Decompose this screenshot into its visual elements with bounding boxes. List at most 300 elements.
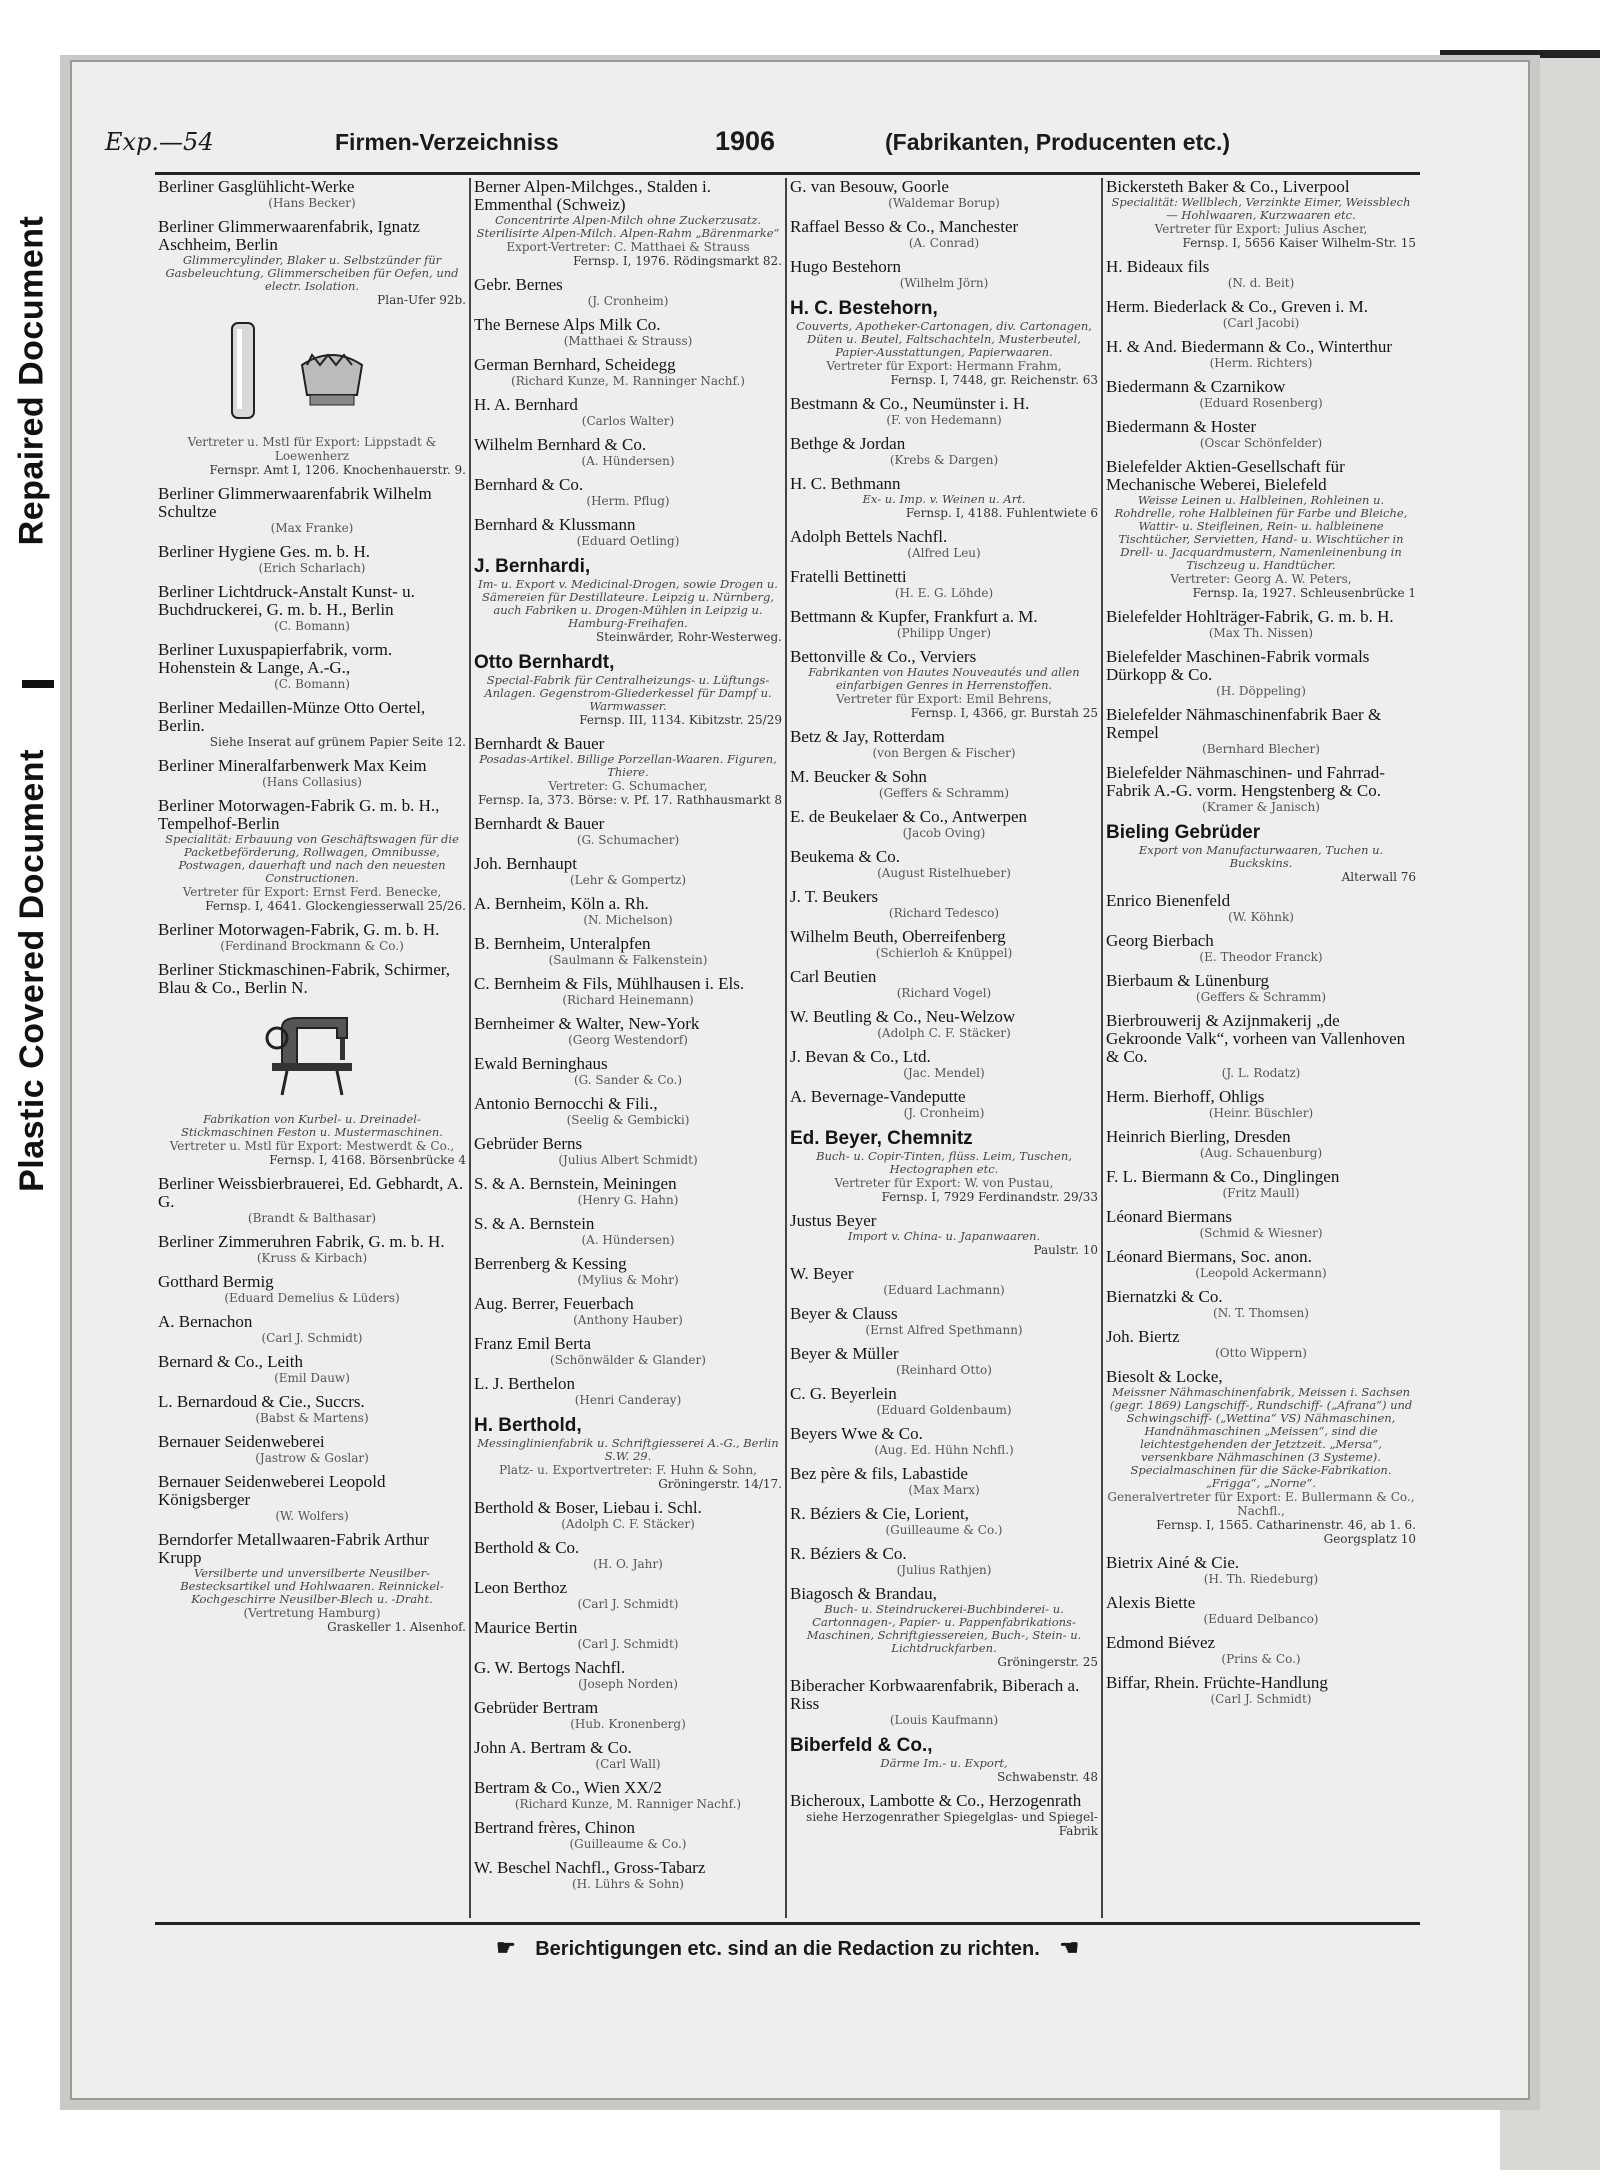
firm-agent: Vertreter u. Mstl für Export: Lippstadt & Loewenherz [187,435,437,463]
firm-address: Fernsp. I, 4168. Börsenbrücke 4 [269,1153,466,1167]
column-4 [1103,178,1419,1918]
firm-agent: (Fritz Maull) [1222,1186,1300,1200]
directory-entry [158,1353,466,1385]
firm-address: Fernsp. I, 4366, gr. Burstah 25 [910,706,1098,720]
firm-description: Fabrikation von Kurbel- u. Dreinadel-Stickmaschinen Feston u. Mustermaschinen. [181,1112,443,1139]
firm-name: Herm. Biederlack & Co., Greven i. M. [1106,297,1369,316]
firm-name: H. C. Bestehorn, [790,298,938,319]
firm-address: Steinwärder, Rohr-Westerweg. [596,630,782,644]
firm-name: Bernheimer & Walter, New-York [474,1014,700,1033]
firm-agent: (W. Köhnk) [1228,910,1294,924]
firm-name: Berthold & Boser, Liebau i. Schl. [474,1498,702,1517]
directory-entry [1106,178,1416,250]
firm-name: Bernhardt & Bauer [474,734,605,753]
firm-agent: Generalvertreter für Export: E. Bullermann & Co., Nachfl., [1107,1490,1415,1518]
firm-description: Special-Fabrik für Centralheizungs- u. Lüftungs-Anlagen. Gegenstrom-Gliederkessel für Dampf u. Warmwasser. [484,673,772,713]
firm-agent: (Saulmann & Falkenstein) [548,953,708,967]
directory-entry [474,276,782,308]
directory-entry [474,476,782,508]
directory-entry [474,1375,782,1407]
firm-address: Schwabenstr. 48 [997,1770,1098,1784]
firm-name: Bielefelder Nähmaschinenfabrik Baer & Rempel [1106,705,1382,742]
firm-agent: Vertreter für Export: Hermann Frahm, [826,359,1062,373]
firm-description: Specialität: Erbauung von Geschäftswagen für die Packetbeförderung, Rollwagen, Omnibusse, Postwagen, dauerhaft und nach den neuesten Constructionen. [165,832,459,885]
firm-name: Berliner Motorwagen-Fabrik, G. m. b. H. [158,920,440,939]
firm-agent: Vertreter für Export: W. von Pustau, [834,1176,1054,1190]
firm-name: S. & A. Bernstein [474,1214,595,1233]
firm-name: F. L. Biermann & Co., Dinglingen [1106,1167,1340,1186]
firm-name: J. Bernhardi, [474,556,591,577]
directory-entry [1106,822,1416,884]
firm-name: B. Bernheim, Unteralpfen [474,934,651,953]
firm-agent: (Geffers & Schramm) [878,786,1010,800]
firm-address: Fernsp. Ia, 373. Börse: v. Pf. 17. Rathhausmarkt 8 [478,793,782,807]
plastic-covered-tab: Plastic Covered Document [12,748,51,1192]
firm-agent: (Lehr & Gompertz) [569,873,687,887]
firm-agent: Vertreter: G. Schumacher, [548,779,708,793]
firm-agent: (Eduard Delbanco) [1203,1612,1319,1626]
firm-name: Berliner Motorwagen-Fabrik G. m. b. H., Tempelhof-Berlin [158,796,440,833]
firm-agent: Vertreter für Export: Emil Behrens, [836,692,1052,706]
firm-name: Biedermann & Czarnikow [1106,377,1286,396]
firm-agent: (Matthaei & Strauss) [563,334,693,348]
page-subtitle: (Fabrikanten, Producenten etc.) [885,129,1231,155]
directory-entry [158,315,466,477]
directory-entry [474,1255,782,1287]
pointing-hand-right-icon: ☛ [495,1935,516,1960]
firm-name: Bestmann & Co., Neumünster i. H. [790,394,1030,413]
firm-name: H. & And. Biedermann & Co., Winterthur [1106,337,1393,356]
header-rule [155,172,1420,175]
firm-agent: (Prins & Co.) [1221,1652,1301,1666]
directory-entry [1106,972,1416,1004]
firm-address: Fernsp. III, 1134. Kibitzstr. 25/29 [579,713,782,727]
firm-name: Herm. Bierhoff, Ohligs [1106,1087,1265,1106]
firm-agent: (Hub. Kronenberg) [570,1717,686,1731]
firm-name: Bettonville & Co., Verviers [790,647,977,666]
lamp-cylinder-illustration [158,315,466,429]
firm-agent: (Georg Westendorf) [568,1033,688,1047]
firm-description: Weisse Leinen u. Halbleinen, Rohleinen u. Rohdrelle, rohe Halbleinen für Farbe und Bleiche, Wattir- u. Steifleinen, Rein- u. halbleinene Tischtücher, Servietten, Hand- u. Wischtücher in Drell- u. Jacquardmustern, Namenleinenbung in Tischzeug u. Handtücher. [1114,493,1408,572]
firm-name: Berliner Weissbierbrauerei, Ed. Gebhardt, A. G. [158,1174,464,1211]
repaired-document-tab: Repaired Document [12,215,51,545]
firm-name: Biesolt & Locke, [1106,1367,1223,1386]
directory-entry [474,975,782,1007]
firm-name: S. & A. Bernstein, Meiningen [474,1174,677,1193]
firm-name: H. A. Bernhard [474,395,578,414]
firm-agent: (August Ristelhueber) [877,866,1011,880]
firm-agent: (Reinhard Otto) [896,1363,992,1377]
firm-agent: (Guilleaume & Co.) [569,1837,687,1851]
firm-agent: (H. O. Jahr) [593,1557,663,1571]
firm-agent: (Erich Scharlach) [258,561,366,575]
firm-name: Georg Bierbach [1106,931,1214,950]
firm-agent: (Richard Heinemann) [562,993,694,1007]
firm-agent: (W. Wolfers) [275,1509,349,1523]
column-2 [471,178,787,1918]
directory-entry [790,648,1098,720]
firm-agent: (Hans Becker) [268,196,356,210]
directory-entry [474,855,782,887]
firm-name: E. de Beukelaer & Co., Antwerpen [790,807,1027,826]
directory-entry [158,641,466,691]
firm-name: Bernhardt & Bauer [474,814,605,833]
firm-agent: (Brandt & Balthasar) [247,1211,377,1225]
firm-name: L. J. Berthelon [474,1374,576,1393]
firm-agent: (Richard Vogel) [896,986,992,1000]
firm-name: Bertram & Co., Wien XX/2 [474,1778,662,1797]
directory-entry [790,1425,1098,1457]
firm-address: Fernsp. I, 4641. Glockengiesserwall 25/26. [205,899,466,913]
firm-agent: (Herm. Richters) [1209,356,1313,370]
directory-entry [790,768,1098,800]
firm-name: Bielefelder Aktien-Gesellschaft für Mechanische Weberei, Bielefeld [1106,457,1345,494]
firm-name: Bicheroux, Lambotte & Co., Herzogenrath [790,1791,1082,1810]
directory-entry [1106,298,1416,330]
directory-entry [474,1859,782,1891]
directory-entry [158,699,466,749]
firm-agent: (Mylius & Mohr) [577,1273,679,1287]
firm-agent: (Philipp Unger) [896,626,992,640]
firm-agent: (Schmid & Wiesner) [1199,1226,1323,1240]
firm-agent: (Herm. Pflug) [586,494,670,508]
firm-agent: (Carl J. Schmidt) [577,1597,679,1611]
firm-name: Berliner Glimmerwaarenfabrik, Ignatz Aschheim, Berlin [158,217,420,254]
firm-name: Biffar, Rhein. Früchte-Handlung [1106,1673,1328,1692]
firm-agent: (F. von Hedemann) [886,413,1002,427]
firm-agent: (Adolph C. F. Stäcker) [877,1026,1011,1040]
firm-agent: (N. Michelson) [583,913,673,927]
firm-name: Bernhard & Klussmann [474,515,636,534]
directory-entry [474,895,782,927]
firm-agent: (Aug. Ed. Hühn Nchfl.) [874,1443,1014,1457]
directory-entry [790,1585,1098,1669]
directory-entry [790,728,1098,760]
firm-description: Posadas-Artikel. Billige Porzellan-Waaren. Figuren, Thiere. [479,752,777,779]
directory-entry [1106,1594,1416,1626]
firm-name: Bielefelder Hohlträger-Fabrik, G. m. b. H. [1106,607,1394,626]
firm-name: Berndorfer Metallwaaren-Fabrik Arthur Krupp [158,1530,429,1567]
directory-entry [790,258,1098,290]
firm-name: Antonio Bernocchi & Fili., [474,1094,658,1113]
directory-entry [474,652,782,727]
directory-entry [1106,1168,1416,1200]
firm-agent: Platz- u. Exportvertreter: F. Huhn & Sohn, [499,1463,757,1477]
directory-entry [474,556,782,644]
directory-columns [155,178,1420,1918]
directory-entry [790,1465,1098,1497]
firm-address: siehe Herzogenrather Spiegelglas- und Spiegel-Fabrik [806,1810,1098,1838]
directory-entry [474,1699,782,1731]
directory-entry [790,888,1098,920]
directory-entry [790,218,1098,250]
side-tab-strip [0,70,62,1930]
directory-entry [474,1779,782,1811]
directory-entry [790,178,1098,210]
firm-name: Justus Beyer [790,1211,877,1230]
firm-description: Specialität: Wellblech, Verzinkte Eimer, Weissblech — Hohlwaaren, Kurzwaaren etc. [1111,195,1411,222]
directory-entry [158,1393,466,1425]
firm-name: Berliner Gasglühlicht-Werke [158,178,355,196]
directory-entry [474,735,782,807]
firm-agent: (N. d. Beit) [1227,276,1295,290]
firm-name: Berliner Luxuspapierfabrik, vorm. Hohenstein & Lange, A.-G., [158,640,393,677]
firm-name: G. van Besouw, Goorle [790,178,949,196]
directory-entry [474,1175,782,1207]
directory-entry [1106,378,1416,410]
directory-entry [1106,764,1416,814]
firm-agent: (Carl Jacobi) [1222,316,1300,330]
firm-name: Bernauer Seidenweberei [158,1432,325,1451]
footer-rule [155,1922,1420,1925]
firm-agent: (Otto Wippern) [1215,1346,1307,1360]
firm-name: The Bernese Alps Milk Co. [474,315,661,334]
firm-name: Beukema & Co. [790,847,901,866]
firm-address: Paulstr. 10 [1033,1243,1098,1257]
firm-name: G. W. Bertogs Nachfl. [474,1658,626,1677]
directory-entry [1106,1674,1416,1706]
directory-entry [474,935,782,967]
firm-name: W. Beyer [790,1264,854,1283]
firm-agent: (Eduard Rosenberg) [1199,396,1323,410]
directory-entry [790,1505,1098,1537]
firm-description: Import v. China- u. Japanwaaren. [847,1229,1041,1243]
firm-agent: Vertreter für Export: Julius Ascher, [1154,222,1368,236]
firm-agent: (Vertretung Hamburg) [243,1606,381,1620]
firm-name: Berliner Mineralfarbenwerk Max Keim [158,756,427,775]
page-header [105,126,1425,166]
directory-entry [790,1545,1098,1577]
firm-agent: (Schönwälder & Glander) [550,1353,706,1367]
directory-entry [790,968,1098,1000]
firm-agent: (Ferdinand Brockmann & Co.) [220,939,404,953]
directory-entry [158,218,466,307]
directory-entry [474,1295,782,1327]
tab-separator [22,680,54,688]
firm-name: Biagosch & Brandau, [790,1584,937,1603]
directory-entry [158,1233,466,1265]
firm-agent: (C. Bomann) [274,677,350,691]
directory-entry [1106,1088,1416,1120]
firm-agent: (J. Cronheim) [903,1106,985,1120]
firm-agent: (A. Hündersen) [581,1233,675,1247]
directory-entry [1106,1208,1416,1240]
firm-name: Bieling Gebrüder [1106,822,1261,843]
firm-description: Buch- u. Steindruckerei-Buchbinderei- u. Cartonnagen-, Papier- u. Pappenfabrikations-Maschinen, Schriftgiessereien, Buch-, Stein- u. Lichtdruckfarben. [806,1602,1082,1655]
firm-agent: (Oscar Schönfelder) [1199,436,1323,450]
firm-agent: (Ernst Alfred Spethmann) [865,1323,1023,1337]
firm-name: Edmond Biévez [1106,1633,1216,1652]
firm-name: Gebr. Bernes [474,275,563,294]
directory-entry [790,1792,1098,1838]
column-1 [155,178,471,1918]
firm-agent: (Jac. Mendel) [903,1066,985,1080]
firm-address: Alterwall 76 [1341,870,1416,884]
page-year: 1906 [715,126,776,156]
directory-entry [1106,1328,1416,1360]
firm-name: H. Bideaux fils [1106,257,1210,276]
firm-agent: (Joseph Norden) [578,1677,678,1691]
firm-name: Léonard Biermans, Soc. anon. [1106,1247,1312,1266]
directory-entry [1106,458,1416,600]
firm-name: Bernauer Seidenweberei Leopold Königsberger [158,1472,386,1509]
firm-agent: (Emil Dauw) [274,1371,350,1385]
firm-address: Fernsp. I, 7929 Ferdinandstr. 29/33 [881,1190,1098,1204]
firm-name: John A. Bertram & Co. [474,1738,632,1757]
directory-entry [790,568,1098,600]
sewing-machine-illustration [158,1003,466,1107]
firm-description: Export von Manufacturwaaren, Tuchen u. Buckskins. [1138,843,1384,870]
directory-entry [158,1531,466,1634]
firm-name: Bietrix Ainé & Cie. [1106,1553,1240,1572]
firm-name: German Bernhard, Scheidegg [474,355,676,374]
firm-agent: Vertreter: Georg A. W. Peters, [1170,572,1352,586]
firm-name: L. Bernardoud & Cie., Succrs. [158,1392,365,1411]
firm-name: Beyer & Müller [790,1344,899,1363]
firm-name: Bettmann & Kupfer, Frankfurt a. M. [790,607,1038,626]
firm-name: A. Bernheim, Köln a. Rh. [474,894,649,913]
firm-description: Im- u. Export v. Medicinal-Drogen, sowie Drogen u. Sämereien für Destillateure. Leipzig u. Nürnberg, auch Fabriken u. Drogen-Mühlen in Leipzig u. Hamburg-Freihafen. [478,577,778,630]
directory-entry [474,178,782,268]
firm-agent: (Seelig & Gembicki) [566,1113,690,1127]
firm-agent: (G. Sander & Co.) [573,1073,683,1087]
firm-name: C. G. Beyerlein [790,1384,897,1403]
directory-entry [158,485,466,535]
firm-agent: (Schierloh & Knüppel) [875,946,1013,960]
firm-description: Couverts, Apotheker-Cartonagen, div. Cartonagen, Düten u. Beutel, Faltschachteln, Musterbeutel, Papier-Ausstattungen, Papierwaaren. [796,319,1092,359]
firm-address: Fernsp. I, 1976. Rödingsmarkt 82. [573,254,782,268]
firm-name: Bickersteth Baker & Co., Liverpool [1106,178,1350,196]
directory-entry [790,1048,1098,1080]
firm-agent: (Louis Kaufmann) [889,1713,999,1727]
directory-entry [1106,892,1416,924]
firm-agent: (Krebs & Dargen) [889,453,999,467]
firm-agent: (Eduard Oetling) [576,534,680,548]
directory-entry [1106,1634,1416,1666]
directory-entry [158,1313,466,1345]
firm-name: Otto Bernhardt, [474,652,615,673]
firm-name: Berner Alpen-Milchges., Stalden i. Emmenthal (Schweiz) [474,178,712,214]
directory-entry [790,608,1098,640]
firm-name: Joh. Biertz [1106,1327,1180,1346]
firm-name: Berliner Stickmaschinen-Fabrik, Schirmer, Blau & Co., Berlin N. [158,960,451,997]
page-title: Firmen-Verzeichniss [335,129,559,155]
directory-entry [790,1345,1098,1377]
firm-agent: (Bernhard Blecher) [1202,742,1320,756]
directory-entry [790,808,1098,840]
firm-address: Fernsp. I, 5656 Kaiser Wilhelm-Str. 15 [1182,236,1416,250]
firm-agent: (Julius Albert Schmidt) [558,1153,698,1167]
directory-entry [158,1473,466,1523]
firm-name: M. Beucker & Sohn [790,767,927,786]
directory-entry [1106,1012,1416,1080]
firm-name: Bernhard & Co. [474,475,584,494]
firm-name: Biberfeld & Co., [790,1735,933,1756]
directory-entry [1106,1288,1416,1320]
firm-description: Glimmercylinder, Blaker u. Selbstzünder für Gasbeleuchtung, Glimmerscheiben für Oefen, und electr. Isolation. [165,253,459,293]
firm-agent: (H. Döppeling) [1216,684,1306,698]
directory-entry [790,928,1098,960]
directory-entry [790,1305,1098,1337]
directory-entry [1106,1128,1416,1160]
firm-name: H. Berthold, [474,1415,582,1436]
directory-entry [790,528,1098,560]
directory-entry [474,1135,782,1167]
firm-address: Fernsp. I, 1565. Catharinenstr. 46, ab 1. 6. Georgsplatz 10 [1156,1518,1416,1546]
firm-name: H. C. Bethmann [790,474,901,493]
directory-entry [1106,608,1416,640]
firm-agent: (Leopold Ackermann) [1195,1266,1327,1280]
directory-entry [474,1055,782,1087]
firm-name: Gebrüder Bertram [474,1698,599,1717]
firm-name: Biedermann & Hoster [1106,417,1257,436]
firm-address: Siehe Inserat auf grünem Papier Seite 12. [209,735,466,749]
firm-name: Bierbaum & Lünenburg [1106,971,1270,990]
firm-address: Fernsp. Ia, 1927. Schleusenbrücke 1 [1192,586,1416,600]
firm-agent: (Carl J. Schmidt) [577,1637,679,1651]
firm-name: Bielefelder Nähmaschinen- und Fahrrad-Fabrik A.-G. vorm. Hengstenberg & Co. [1106,763,1385,800]
firm-agent: (Henri Canderay) [574,1393,682,1407]
firm-description: Messinglinienfabrik u. Schriftgiesserei A.-G., Berlin S.W. 29. [477,1436,779,1463]
firm-name: Léonard Biermans [1106,1207,1233,1226]
firm-name: Joh. Bernhaupt [474,854,577,873]
firm-name: Ed. Beyer, Chemnitz [790,1128,973,1149]
firm-agent: (Aug. Schauenburg) [1199,1146,1323,1160]
directory-entry [158,797,466,913]
firm-name: Enrico Bienenfeld [1106,891,1231,910]
directory-entry [790,848,1098,880]
directory-entry [474,1579,782,1611]
firm-name: Maurice Bertin [474,1618,578,1637]
firm-agent: (H. E. G. Löhde) [894,586,994,600]
firm-name: Bertrand frères, Chinon [474,1818,635,1837]
firm-agent: (E. Theodor Franck) [1199,950,1323,964]
directory-entry [474,356,782,388]
firm-agent: (Richard Kunze, M. Ranninger Nachf.) [511,374,745,388]
directory-entry [1106,648,1416,698]
firm-name: Biernatzki & Co. [1106,1287,1223,1306]
firm-description: Därme Im.- u. Export, [880,1756,1008,1770]
directory-entry [1106,1368,1416,1546]
firm-name: Berliner Hygiene Ges. m. b. H. [158,542,370,561]
firm-description: Versilberte und unversilberte Neusilber-Bestecksartikel und Hohlwaaren. Reinnickel-Kochgeschirre Neusilber-Blech u. -Draht. [180,1566,444,1606]
firm-agent: (H. Th. Riedeburg) [1203,1572,1319,1586]
firm-name: Franz Emil Berta [474,1334,592,1353]
directory-entry [790,1735,1098,1784]
firm-agent: (Anthony Hauber) [573,1313,683,1327]
footer-text: Berichtigungen etc. sind an die Redaction zu richten. [535,1938,1040,1960]
directory-entry [1106,418,1416,450]
directory-entry [1106,706,1416,756]
firm-agent: (Jacob Oving) [902,826,986,840]
firm-agent: (Carl Wall) [595,1757,661,1771]
firm-agent: (Guilleaume & Co.) [885,1523,1003,1537]
firm-agent: (Eduard Demelius & Lüders) [224,1291,400,1305]
firm-agent: (Babst & Martens) [255,1411,369,1425]
firm-description: Concentrirte Alpen-Milch ohne Zuckerzusatz. Sterilisirte Alpen-Milch. Alpen-Rahm „Bärenmarke“ [476,213,780,240]
firm-name: Biberacher Korbwaarenfabrik, Biberach a. Riss [790,1676,1080,1713]
directory-entry [474,1619,782,1651]
firm-name: Gebrüder Berns [474,1134,583,1153]
directory-entry [474,1499,782,1531]
firm-name: Heinrich Bierling, Dresden [1106,1127,1291,1146]
firm-address: Fernspr. Amt I, 1206. Knochenhauerstr. 9. [209,463,466,477]
directory-entry [474,436,782,468]
directory-entry [790,1677,1098,1727]
directory-entry [790,1088,1098,1120]
directory-entry [158,543,466,575]
firm-agent: (A. Conrad) [908,236,980,250]
